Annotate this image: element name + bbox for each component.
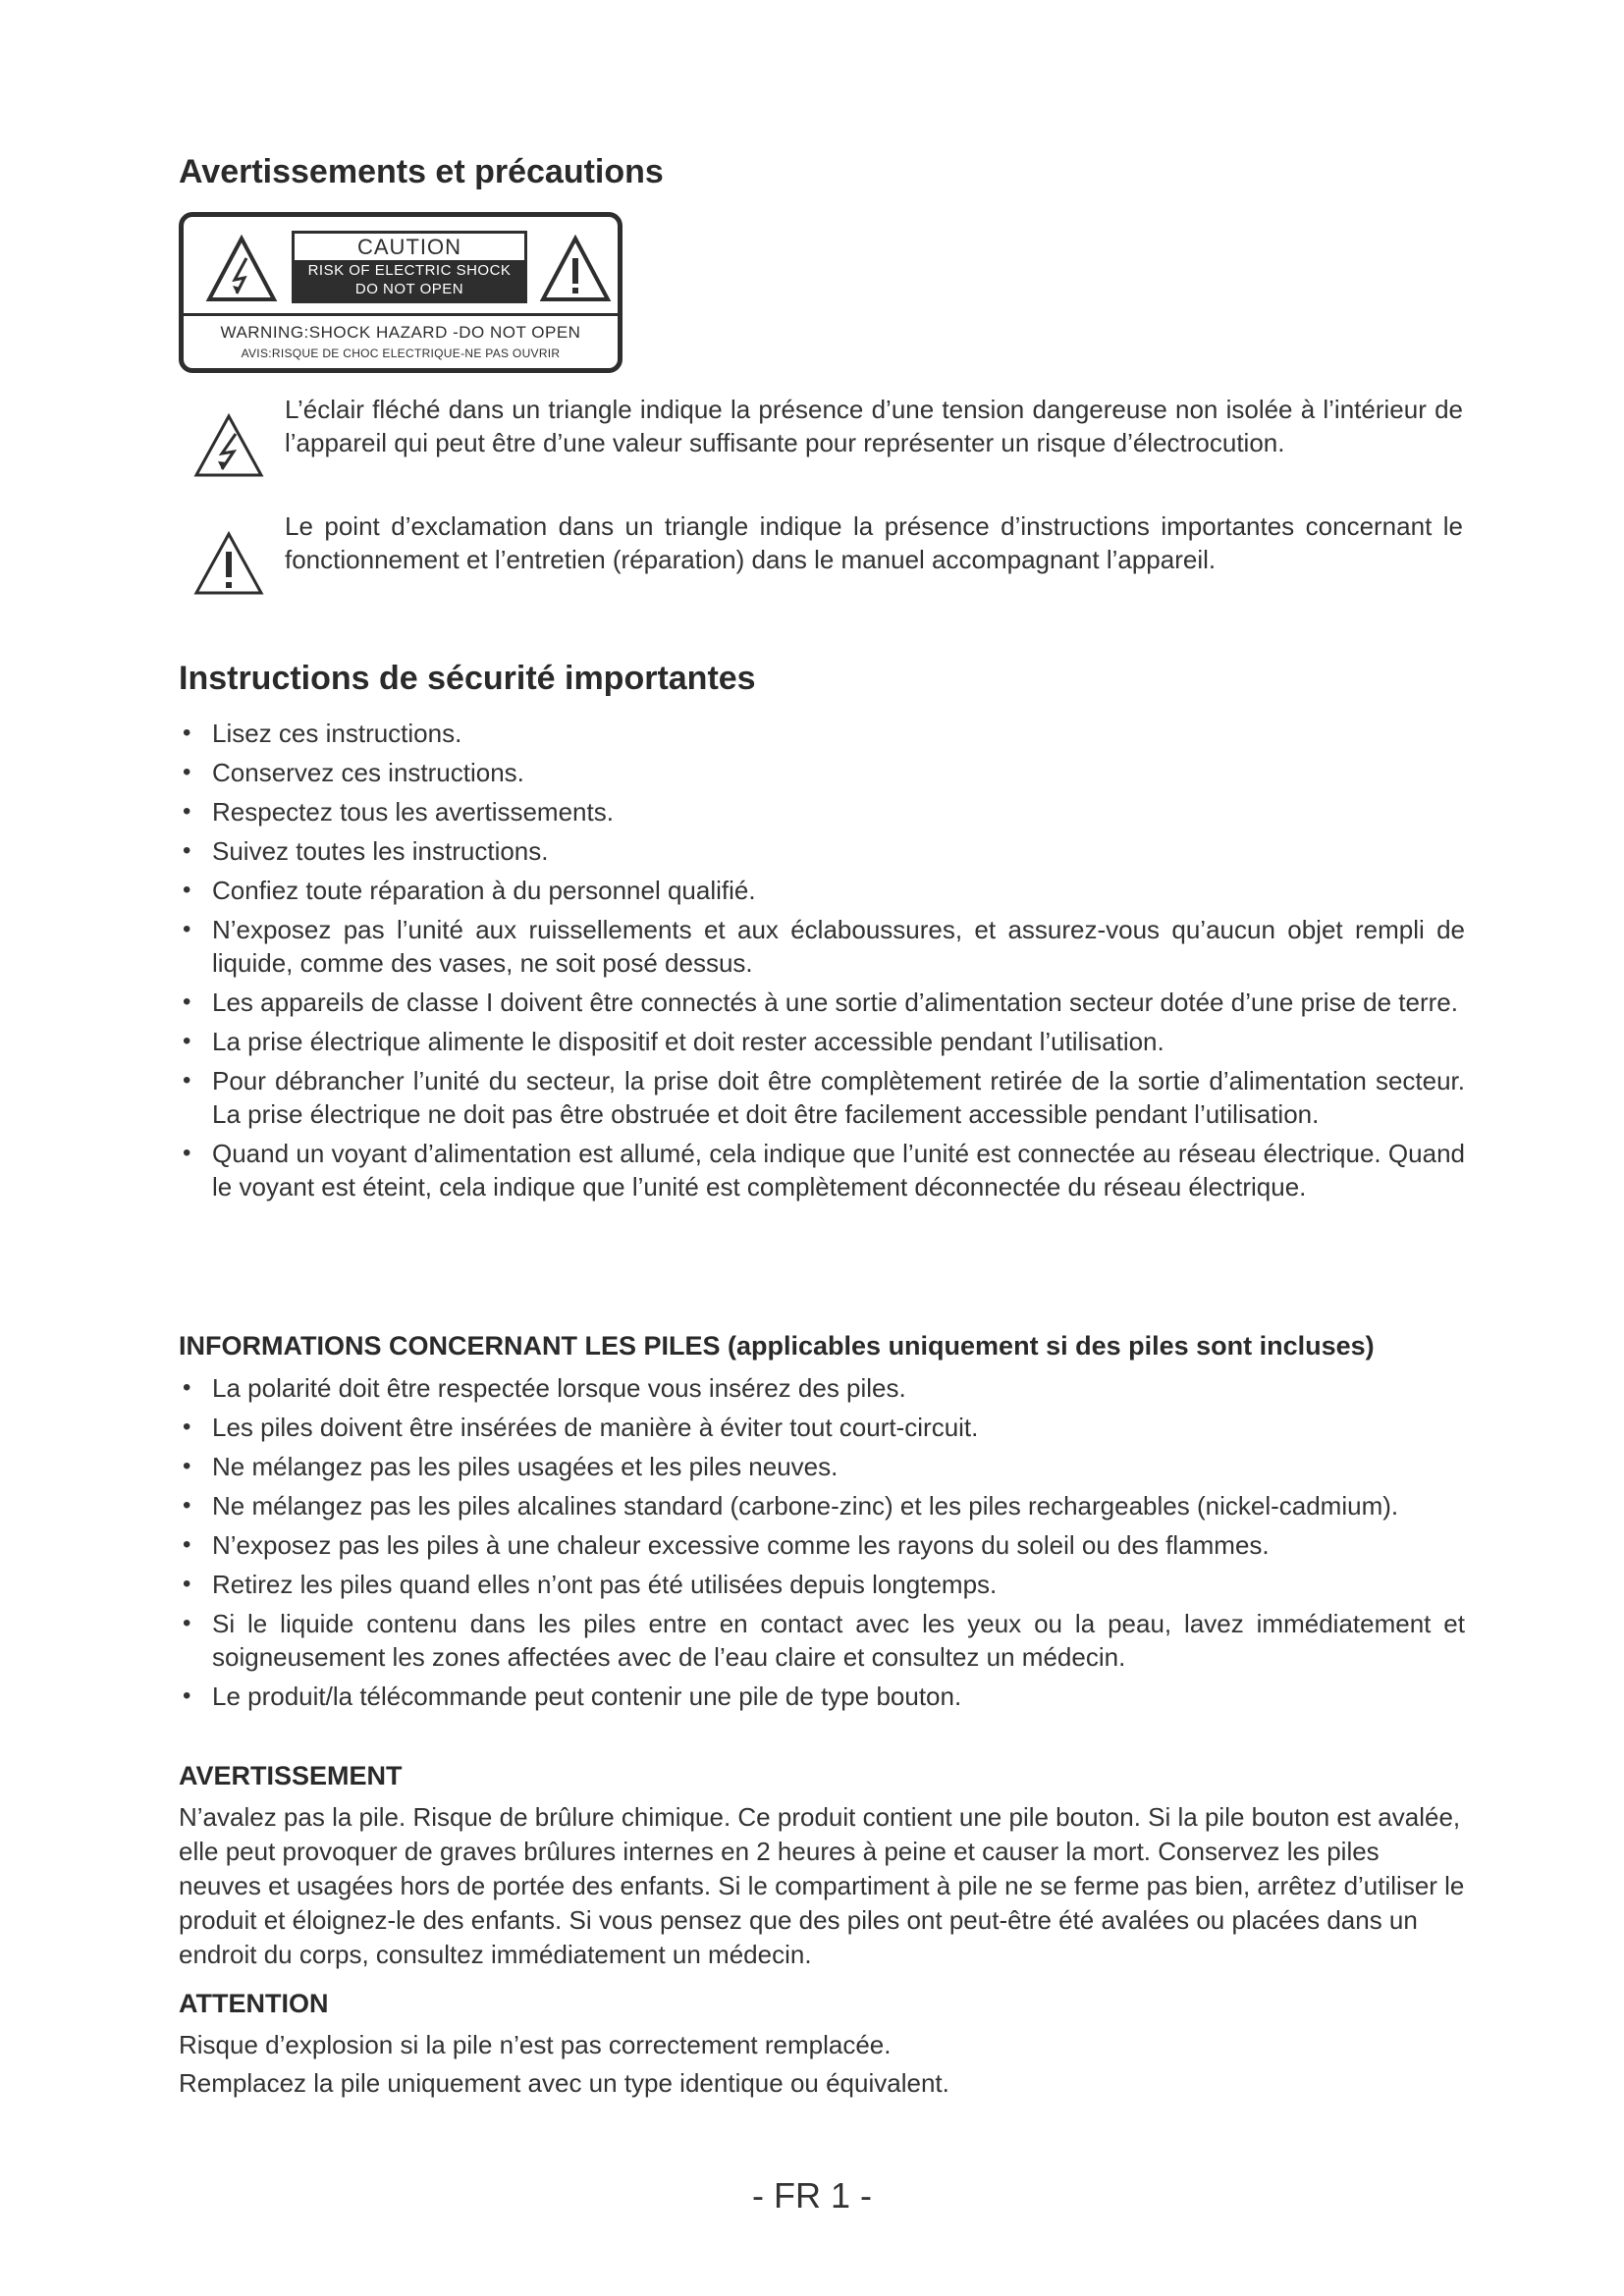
caution-label <box>179 212 623 373</box>
caution-risk-line2: DO NOT OPEN <box>354 281 464 297</box>
safety-instructions-list <box>179 717 1465 1203</box>
list-item: • Conservez ces instructions. <box>179 756 1465 789</box>
caution-risk-line1: RISK OF ELECTRIC SHOCK <box>307 262 512 279</box>
warning-heading: AVERTISSEMENT <box>179 1761 403 1790</box>
attention-heading: ATTENTION <box>179 1989 329 2018</box>
caution-divider <box>184 313 618 316</box>
attention-line1: Risque d’explosion si la pile n’est pas correctement remplacée. <box>179 2030 892 2059</box>
caution-warning-text: WARNING:SHOCK HAZARD -DO NOT OPEN <box>220 323 581 342</box>
list-item: • La polarité doit être respectée lorsque vous insérez des piles. <box>179 1371 1465 1405</box>
list-item: • Les piles doivent être insérées de manière à éviter tout court-circuit. <box>179 1411 1465 1444</box>
batteries-heading: INFORMATIONS CONCERNANT LES PILES (applicables uniquement si des piles sont incluses) <box>179 1331 1375 1361</box>
lightning-triangle-icon <box>192 412 265 479</box>
list-item: • Suivez toutes les instructions. <box>179 834 1465 868</box>
page-number: - FR 1 - <box>752 2175 872 2216</box>
list-item: • N’exposez pas l’unité aux ruissellements et aux éclaboussures, et assurez-vous qu’aucun objet rempli de liquide, comme des vases, ne soit posé dessus. <box>179 913 1465 980</box>
list-item: • Ne mélangez pas les piles alcalines standard (carbone-zinc) et les piles rechargeables (nickel-cadmium). <box>179 1489 1465 1522</box>
caution-avis-text: AVIS:RISQUE DE CHOC ELECTRIQUE-NE PAS OUVRIR <box>241 347 561 360</box>
list-item: • Lisez ces instructions. <box>179 717 1465 750</box>
attention-line2: Remplacez la pile uniquement avec un type identique ou équivalent. <box>179 2068 949 2098</box>
list-item: • N’exposez pas les piles à une chaleur excessive comme les rayons du soleil ou des flammes. <box>179 1528 1465 1562</box>
list-item: • Si le liquide contenu dans les piles entre en contact avec les yeux ou la peau, lavez immédiatement et soigneusement les zones affectées avec de l’eau claire et consultez un médecin. <box>179 1607 1465 1674</box>
warning-paragraph: N’avalez pas la pile. Risque de brûlure chimique. Ce produit contient une pile bouton. Si la pile bouton est avalée, elle peut provoquer de graves brûlures internes en 2 heures à peine et causer la mort. Conservez les piles neuves et usagées hors de portée des enfants. Si le compartiment à pile ne se ferme pas bien, arrêtez d’utiliser le produit et éloignez-le des enfants. Si vous pensez que des piles ont peut-être été avalées ou placées dans un endroit du corps, consultez immédiatement un médecin. <box>179 1802 1465 1969</box>
caution-center-panel <box>292 231 527 303</box>
lightning-warning-icon <box>205 235 278 303</box>
section-title-warnings: Avertissements et précautions <box>179 153 664 190</box>
batteries-list <box>179 1371 1465 1713</box>
exclamation-explanation: Le point d’exclamation dans un triangle indique la présence d’instructions importantes concernant le fonctionnement et l’entretien (réparation) dans le manuel accompagnant l’appareil. <box>285 511 1463 574</box>
exclamation-warning-icon <box>539 235 612 303</box>
list-item: • Retirez les piles quand elles n’ont pas été utilisées depuis longtemps. <box>179 1568 1465 1601</box>
caution-risk-panel <box>295 260 524 301</box>
list-item: • La prise électrique alimente le dispositif et doit rester accessible pendant l’utilisation. <box>179 1025 1465 1058</box>
lightning-explanation: L’éclair fléché dans un triangle indique la présence d’une tension dangereuse non isolée à l’intérieur de l’appareil qui peut être d’une valeur suffisante pour représenter un risque d’électrocution. <box>285 395 1463 457</box>
caution-word: CAUTION <box>357 235 461 259</box>
list-item: • Quand un voyant d’alimentation est allumé, cela indique que l’unité est connectée au réseau électrique. Quand le voyant est éteint, cela indique que l’unité est complètement déconnectée du réseau électrique. <box>179 1137 1465 1203</box>
list-item: • Le produit/la télécommande peut contenir une pile de type bouton. <box>179 1680 1465 1713</box>
list-item: • Les appareils de classe I doivent être connectés à une sortie d’alimentation secteur dotée d’une prise de terre. <box>179 986 1465 1019</box>
list-item: • Ne mélangez pas les piles usagées et les piles neuves. <box>179 1450 1465 1483</box>
exclamation-triangle-icon <box>192 530 265 597</box>
list-item: • Confiez toute réparation à du personnel qualifié. <box>179 874 1465 907</box>
list-item: • Pour débrancher l’unité du secteur, la prise doit être complètement retirée de la sortie d’alimentation secteur. La prise électrique ne doit pas être obstruée et doit être facilement accessible pendant l’utilisation. <box>179 1064 1465 1131</box>
list-item: • Respectez tous les avertissements. <box>179 795 1465 828</box>
section-title-safety: Instructions de sécurité importantes <box>179 660 756 697</box>
